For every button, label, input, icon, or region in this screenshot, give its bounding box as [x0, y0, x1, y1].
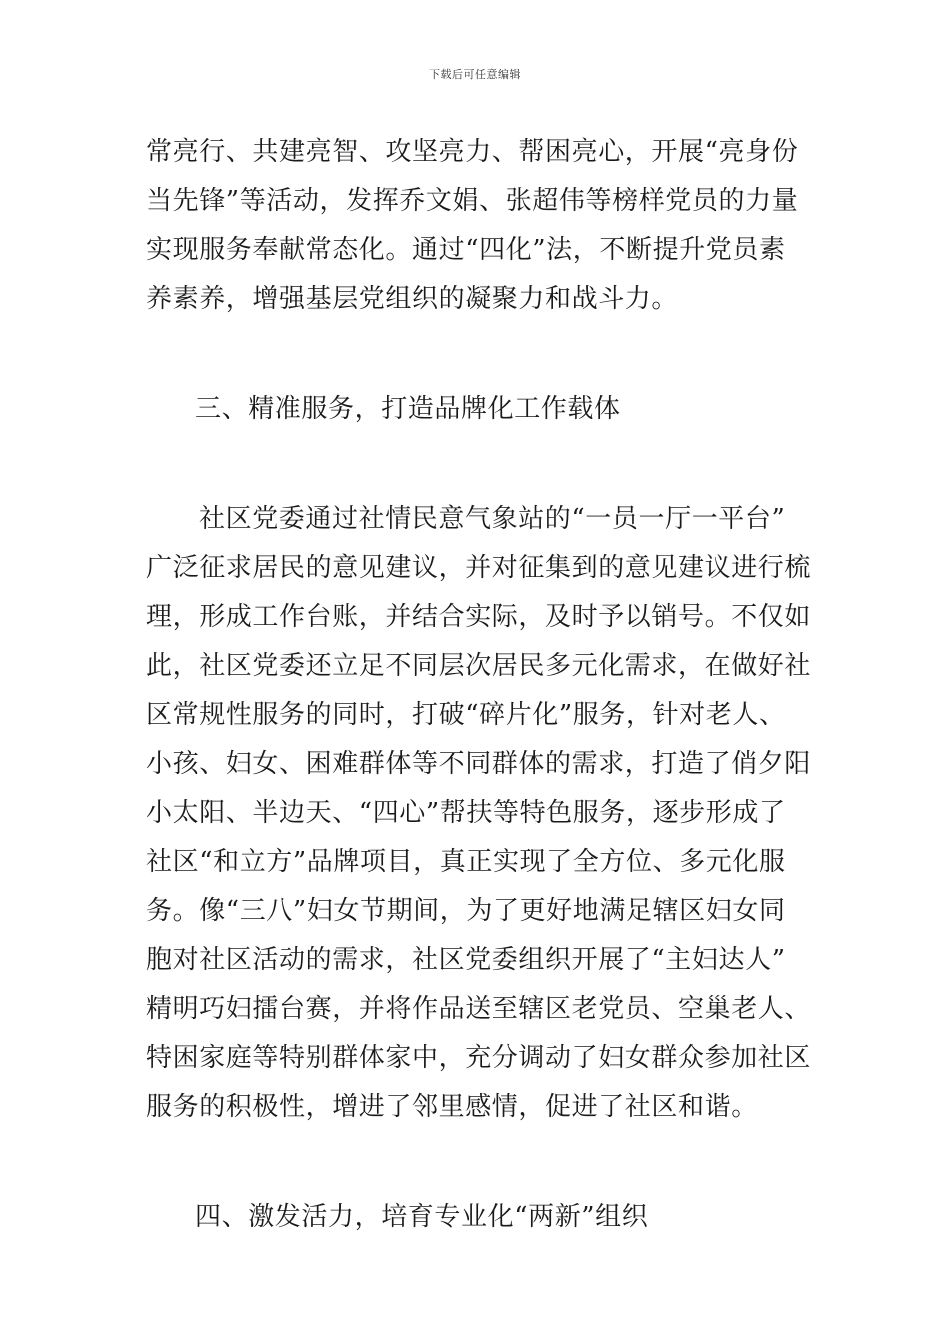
- paragraph-line: 胞对社区活动的需求，社区党委组织开展了“主妇达人”: [146, 945, 786, 975]
- paragraph-line: 广泛征求居民的意见建议，并对征集到的意见建议进行梳: [146, 553, 812, 583]
- paragraph-line: 当先锋”等活动，发挥乔文娟、张超伟等榜样党员的力量: [146, 186, 799, 216]
- paragraph-line: 此，社区党委还立足不同层次居民多元化需求，在做好社: [146, 651, 812, 681]
- section-heading-4: 四、激发活力，培育专业化“两新”组织: [195, 1202, 649, 1232]
- paragraph-1: [0, 128, 950, 324]
- paragraph-line: 小孩、妇女、困难群体等不同群体的需求，打造了俏夕阳: [146, 749, 812, 779]
- paragraph-line: 小太阳、半边天、“四心”帮扶等特色服务，逐步形成了: [146, 798, 786, 828]
- section-heading-3: 三、精准服务，打造品牌化工作载体: [195, 394, 621, 424]
- paragraph-spacer: [0, 434, 950, 495]
- paragraph-line: 实现服务奉献常态化。通过“四化”法，不断提升党员素: [146, 235, 786, 265]
- paragraph-line: 常亮行、共建亮智、攻坚亮力、帮困亮心，开展“亮身份: [146, 137, 799, 167]
- paragraph-spacer: [0, 1132, 950, 1193]
- paragraph-line: 养素养，增强基层党组织的凝聚力和战斗力。: [146, 284, 679, 314]
- paragraph-line: 精明巧妇擂台赛，并将作品送至辖区老党员、空巢老人、: [146, 994, 812, 1024]
- paragraph-line: 社区党委通过社情民意气象站的“一员一厅一平台”: [199, 504, 786, 534]
- paragraph-line: 理，形成工作台账，并结合实际，及时予以销号。不仅如: [146, 602, 812, 632]
- paragraph-line: 服务的积极性，增进了邻里感情，促进了社区和谐。: [146, 1092, 758, 1122]
- page-header-note: 下载后可任意编辑: [429, 68, 521, 81]
- paragraph-line: 务。像“三八”妇女节期间，为了更好地满足辖区妇女同: [146, 896, 786, 926]
- paragraph-spacer: [0, 324, 950, 385]
- paragraph-line: 特困家庭等特别群体家中，充分调动了妇女群众参加社区: [146, 1043, 812, 1073]
- paragraph-line: 区常规性服务的同时，打破“碎片化”服务，针对老人、: [146, 700, 786, 730]
- document-body: [0, 128, 950, 1242]
- paragraph-2: [0, 495, 950, 1132]
- paragraph-line: 社区“和立方”品牌项目，真正实现了全方位、多元化服: [146, 847, 786, 877]
